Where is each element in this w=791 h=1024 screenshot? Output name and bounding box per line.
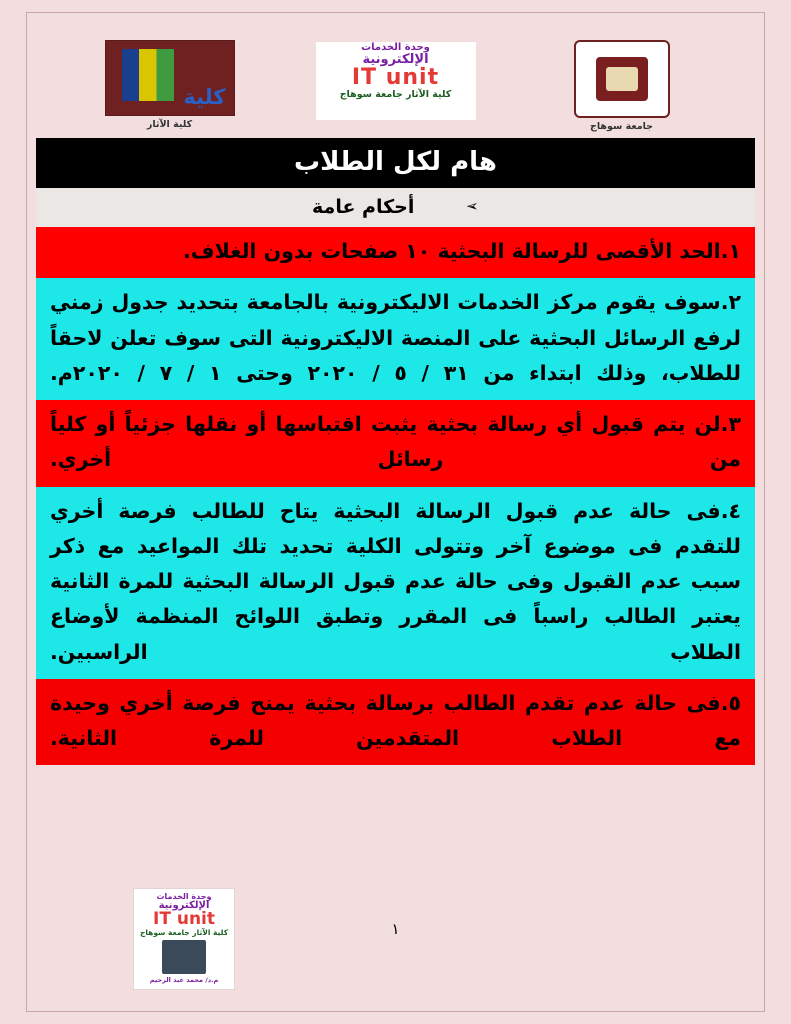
- list-item: ٥.فى حالة عدم تقدم الطالب برسالة بحثية يمنح فرصة أخري وحيدة مع الطلاب المتقدمين للمرة الثانية.: [36, 679, 755, 766]
- it-unit-logo-box: [311, 40, 481, 120]
- footer-it-unit-logo: [133, 888, 235, 990]
- it-unit-line2: الإلكترونية: [362, 52, 429, 67]
- footer-logo-line1: وحدة الخدمات: [156, 892, 212, 901]
- page-title: هام لكل الطلاب: [36, 138, 755, 188]
- page-content: [36, 22, 755, 1002]
- flag-strip-icon: [122, 49, 174, 101]
- footer-portrait-photo: [162, 940, 206, 974]
- university-crest-icon: [596, 57, 648, 101]
- footer-logo-line4: كلية الآثار جامعة سوهاج: [139, 928, 229, 937]
- university-logo-box: [537, 40, 707, 132]
- header-logos: [36, 22, 755, 138]
- sohag-university-logo: [574, 40, 670, 118]
- faculty-logo-caption: كلية الآثار: [146, 119, 193, 130]
- footer-logo-line3: IT unit: [153, 909, 215, 929]
- list-item: ١.الحد الأقصى للرسالة البحثية ١٠ صفحات بدون الغلاف.: [36, 227, 755, 278]
- list-item: ٣.لن يتم قبول أي رسالة بحثية يثبت اقتباسها أو نقلها جزئياً أو كلياً من رسائل أخري.: [36, 400, 755, 487]
- footer-logo-line5: م.د/ محمد عبد الرحيم: [149, 976, 219, 984]
- list-item: ٢.سوف يقوم مركز الخدمات الاليكترونية بالجامعة بتحديد جدول زمني لرفع الرسائل البحثية على المنصة الاليكترونية التى سوف تعلن لاحقاً للطلاب، وذلك ابتداء من ٣١ / ٥ / ٢٠٢٠ وحتى ١ / ٧ / ٢٠٢٠م.: [36, 278, 755, 400]
- page-number: ١: [391, 920, 400, 938]
- section-subtitle-label: أحكام عامة: [312, 196, 415, 218]
- page-footer: [36, 888, 755, 998]
- faculty-of-archaeology-logo: [105, 40, 235, 116]
- it-unit-logo: [316, 42, 476, 120]
- it-unit-line4: كلية الآثار جامعة سوهاج: [339, 88, 452, 100]
- section-subtitle: [36, 188, 755, 227]
- footer-logo-line2: الإلكترونية: [158, 900, 210, 911]
- faculty-logo-box: [85, 40, 255, 130]
- faculty-logo-mark: كلية: [183, 85, 226, 109]
- it-unit-line3: IT unit: [351, 64, 440, 90]
- arrow-bullet-icon: ➢: [466, 197, 479, 215]
- list-item: ٤.فى حالة عدم قبول الرسالة البحثية يتاح للطالب فرصة أخري للتقدم فى موضوع آخر وتتولى الكلية تحديد تلك المواعيد مع ذكر سبب عدم القبول وفى حالة عدم قبول الرسالة البحثية للمرة الثانية يعتبر الطالب راسباً فى المقرر وتطبق اللوائح المنظمة لأوضاع الطلاب الراسبين.: [36, 487, 755, 679]
- university-logo-caption: جامعة سوهاج: [589, 121, 654, 132]
- it-unit-line1: وحدة الخدمات: [361, 42, 430, 53]
